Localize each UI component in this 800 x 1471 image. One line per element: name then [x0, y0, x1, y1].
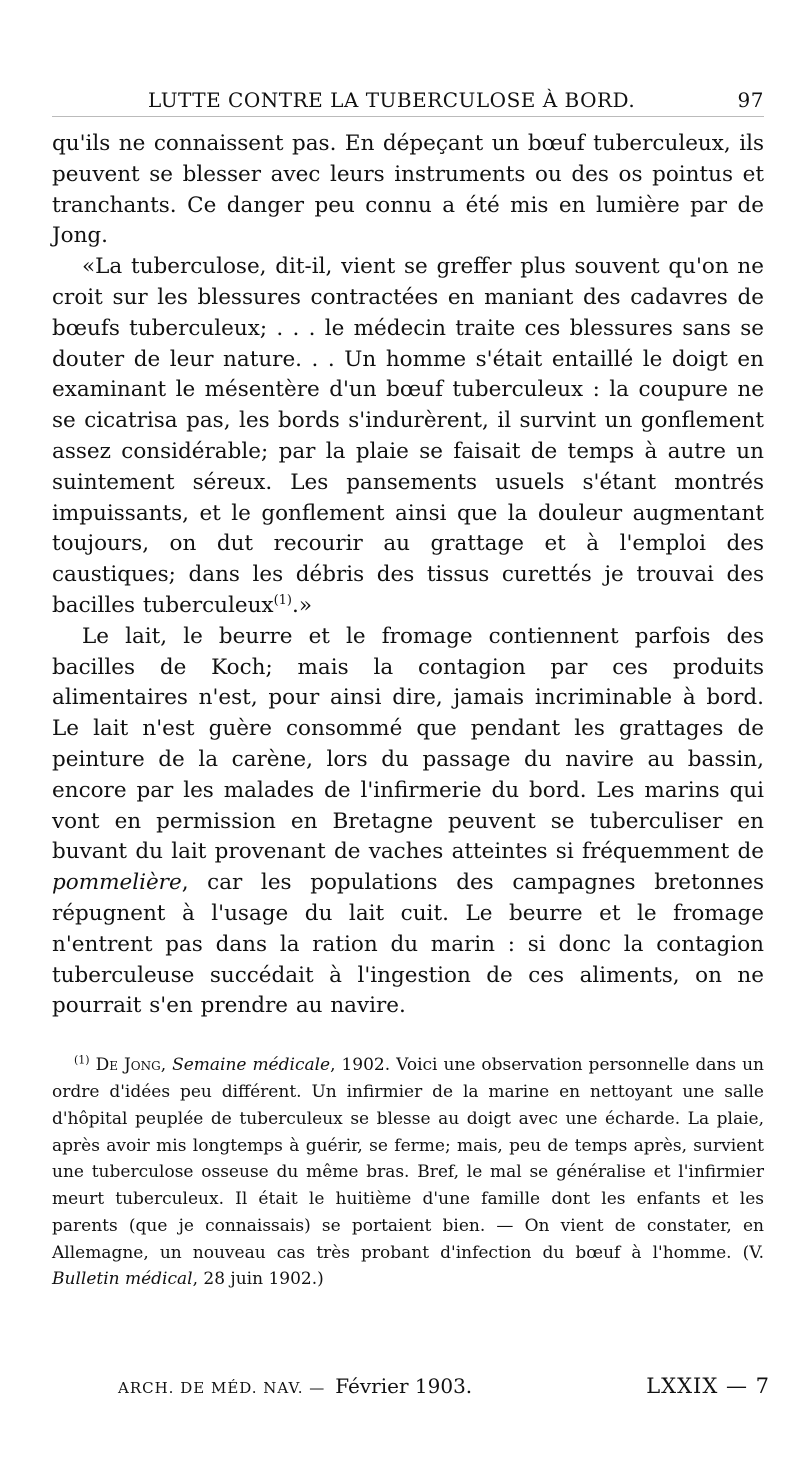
footnote-text-b: , 28 juin 1902.) [192, 1269, 324, 1290]
page-footer [118, 1374, 770, 1398]
footnote-journal-2: Bulletin médical [52, 1269, 193, 1290]
pommeliere-term: pommelière [52, 870, 182, 896]
footer-signature-mark: LXXIX — 7 [646, 1374, 770, 1398]
running-title: LUTTE CONTRE LA TUBERCULOSE À BORD. [148, 88, 636, 112]
paragraph-milk [52, 622, 764, 1022]
footnote-author: De Jong [95, 1055, 161, 1076]
footer-issue-date: Février 1903. [335, 1374, 473, 1398]
footnote-journal: Semaine médicale [172, 1055, 331, 1076]
paragraph-milk-text-a: Le lait, le beurre et le fromage contiennent parfois des bacilles de Koch; mais la contagion par ces produits alimentaires n'est, pour ainsi dire, jamais incriminable à bord. Le lait n'est guère consommé que pendant les grattages de peinture de la carène, lors du passage du navire au bassin, encore par les malades de l'infirmerie du bord. Les marins qui vont en permission en Bretagne peuvent se tuberculiser en buvant du lait provenant de vaches atteintes si fréquemment de [52, 623, 764, 865]
paragraph-continuation: qu'ils ne connaissent pas. En dépeçant un bœuf tuberculeux, ils peuvent se blesser avec leurs instruments ou des os pointus et tranchants. Ce danger peu connu a été mis en lumière par de Jong. [52, 131, 764, 249]
footnote-reference[interactable]: (1) [273, 592, 292, 608]
quotation-close: .» [291, 592, 312, 618]
footnote-separator: , [160, 1055, 173, 1076]
footnote-text-a: , 1902. Voici une observation personnelle dans un ordre d'idées peu différent. Un infirmier de la marine en nettoyant une salle d'hôpital peuplée de tuberculeux se blesse au doigt avec une écharde. La plaie, après avoir mis longtemps à guérir, se ferme; mais, peu de temps après, survient une tuberculose osseuse du même bras. Bref, le mal se généralise et l'infirmier meurt tuberculeux. Il était le huitième d'une famille dont les enfants et les parents (que je connaissais) se portaient bien. — On vient de constater, en Allemagne, un nouveau cas très probant d'infection du bœuf à l'homme. (V. [52, 1055, 765, 1263]
running-header [52, 88, 764, 117]
page-number: 97 [737, 88, 764, 112]
paragraph-milk-text-b: , car les populations des campagnes bretonnes répugnent à l'usage du lait cuit. Le beurre et le fromage n'entrent pas dans la ration du marin : si donc la contagion tuberculeuse succédait à l'ingestion de ces aliments, on ne pourrait s'en prendre au navire. [52, 870, 764, 1019]
quotation-text: «La tuberculose, dit-il, vient se greffer plus souvent qu'on ne croit sur les blessures contractées en maniant des cadavres de bœufs tuberculeux; . . . le médecin traite ces blessures sans se douter de leur nature. . . Un homme s'était entaillé le doigt en examinant le mésentère d'un bœuf tuberculeux : la coupure ne se cicatrisa pas, les bords s'indurèrent, il survint un gonflement assez considérable; par la plaie se faisait de temps à autre un suintement séreux. Les pansements usuels s'étant montrés impuissants, et le gonflement ainsi que la douleur augmentant toujours, on dut recourir au grattage et à l'emploi des caustiques; dans les débris des tissus curettés je trouvai des bacilles tuberculeux [52, 254, 764, 618]
footnote [52, 1052, 764, 1293]
quotation-paragraph [52, 252, 764, 622]
footer-journal: ARCH. DE MÉD. NAV. — [118, 1379, 326, 1397]
footnote-marker: (1) [74, 1053, 90, 1067]
document-page [52, 60, 764, 1293]
main-text [52, 129, 764, 1022]
